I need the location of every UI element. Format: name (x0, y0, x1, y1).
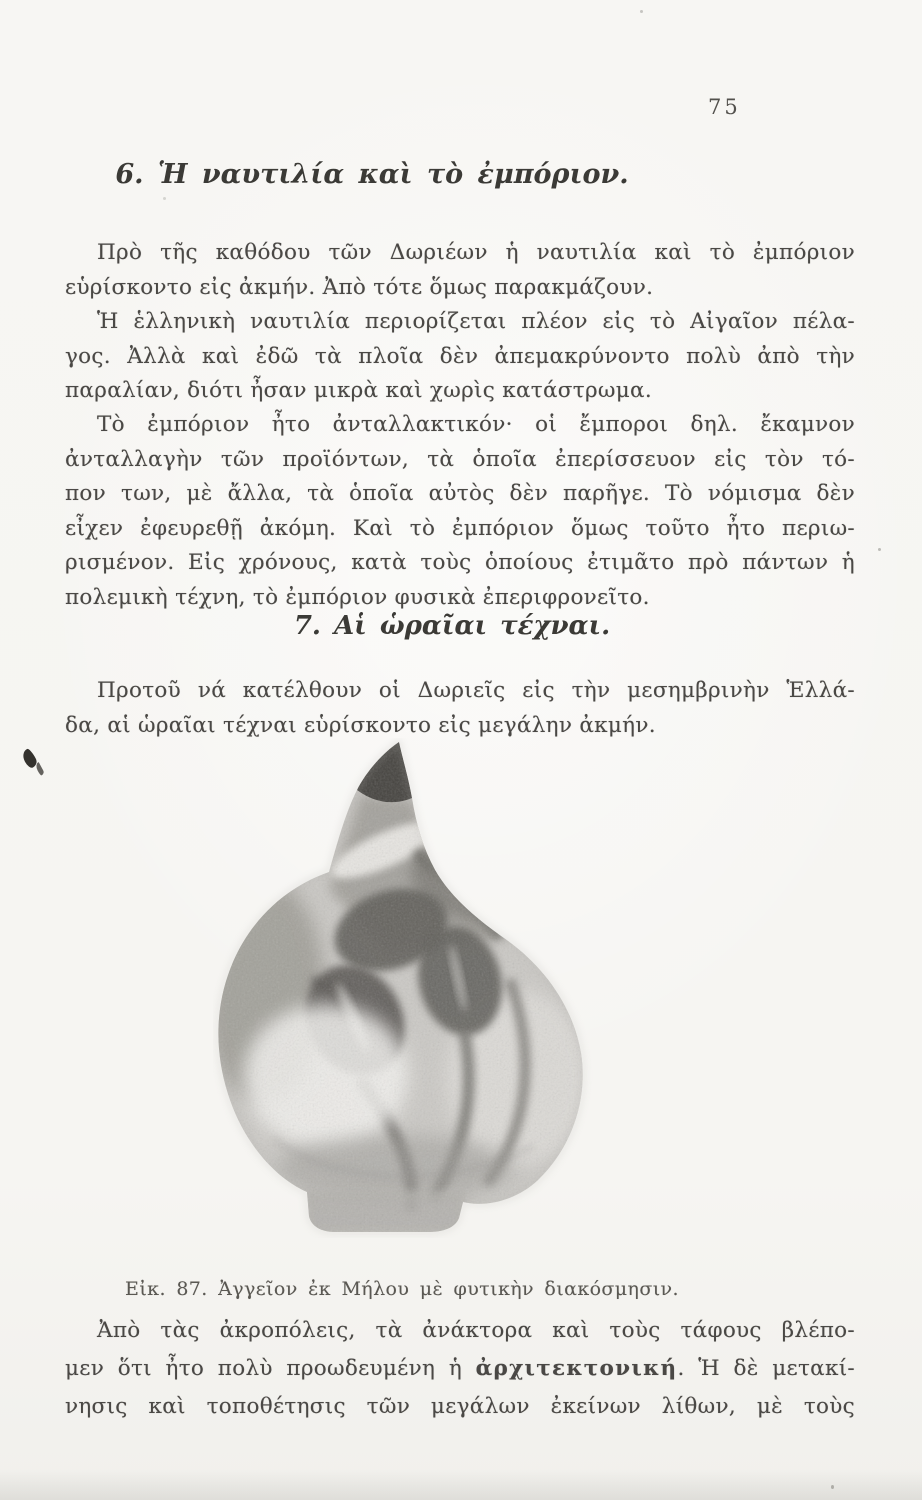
paragraph (65, 305, 855, 409)
text-line: ἀνταλλαγὴν τῶν προϊόντων, τὰ ὁποῖα ἐπερίσσευον εἰς τὸν τό- (65, 446, 855, 472)
text-line: γος. Ἀλλὰ καὶ ἐδῶ τὰ πλοῖα δὲν ἀπεμακρύνοντο πολὺ ἀπὸ τὴν (65, 343, 855, 369)
dust-speck (163, 197, 166, 200)
text-line: Τὸ ἐμπόριον ἦτο ἀνταλλακτικόν· οἱ ἔμποροι δηλ. ἔκαμνον (97, 412, 855, 437)
dust-speck (878, 548, 881, 551)
section-heading-6: 6. Ἡ ναυτιλία καὶ τὸ ἐμπόριον. (115, 159, 629, 190)
text-line: Ἀπὸ τὰς ἀκροπόλεις, τὰ ἀνάκτορα καὶ τοὺς τάφους βλέπο- (97, 1318, 855, 1343)
text-line: εὑρίσκοντο εἰς ἀκμήν. Ἀπὸ τότε ὅμως παρακμάζουν. (65, 274, 654, 300)
text-line: ρισμένον. Εἰς χρόνους, κατὰ τοὺς ὁποίους ἐτιμᾶτο πρὸ πάντων ἡ (65, 550, 855, 575)
figure-vase-halftone-image (213, 738, 593, 1238)
paragraph (65, 408, 855, 615)
emphasized-word: ἀρχιτεκτονική (475, 1356, 678, 1381)
text-line: πον των, μὲ ἄλλα, τὰ ὁποῖα αὐτὸς δὲν παρῆγε. Τὸ νόμισμα δὲν (65, 481, 855, 506)
page-number: 75 (708, 95, 741, 119)
text-segment: μεν ὅτι ἦτο πολὺ προωδευμένη ἡ (65, 1356, 476, 1381)
paragraph (65, 236, 855, 305)
text-line: παραλίαν, διότι ἦσαν μικρὰ καὶ χωρὶς κατάστρωμα. (65, 378, 652, 403)
text-line: πολεμικὴ τέχνη, τὸ ἐμπόριον φυσικὰ ἐπεριφρονεῖτο. (65, 584, 650, 610)
text-line (65, 1350, 855, 1388)
section-heading-7: 7. Αἱ ὡραῖαι τέχναι. (293, 611, 611, 641)
figure-caption: Εἰκ. 87. Ἀγγεῖον ἐκ Μήλου μὲ φυτικὴν διακόσμησιν. (125, 1278, 679, 1300)
text-line: Πρὸ τῆς καθόδου τῶν Δωριέων ἡ ναυτιλία καὶ τὸ ἐμπόριον (97, 240, 855, 265)
paragraph (65, 1312, 855, 1426)
text-segment: . Ἡ δὲ μετακί- (677, 1356, 855, 1381)
dust-speck (640, 10, 643, 13)
text-line: δα, αἱ ὡραῖαι τέχναι εὑρίσκοντο εἰς μεγάλην ἀκμήν. (65, 712, 656, 738)
scan-bottom-shadow (0, 1470, 922, 1500)
text-line: Προτοῦ νά κατέλθουν οἱ Δωριεῖς εἰς τὴν μεσημβρινὴν Ἑλλά- (97, 678, 855, 703)
text-line: νησις καὶ τοποθέτησις τῶν μεγάλων ἐκείνων λίθων, μὲ τοὺς (65, 1394, 855, 1419)
text-line: εἶχεν ἐφευρεθῇ ἀκόμη. Καὶ τὸ ἐμπόριον ὅμως τοῦτο ἦτο περιω- (65, 515, 855, 541)
dust-speck (831, 1485, 834, 1489)
paragraph (65, 674, 855, 743)
text-line: Ἡ ἑλληνικὴ ναυτιλία περιορίζεται πλέον εἰς τὸ Αἰγαῖον πέλα- (97, 309, 855, 334)
ink-smudge (20, 748, 39, 770)
